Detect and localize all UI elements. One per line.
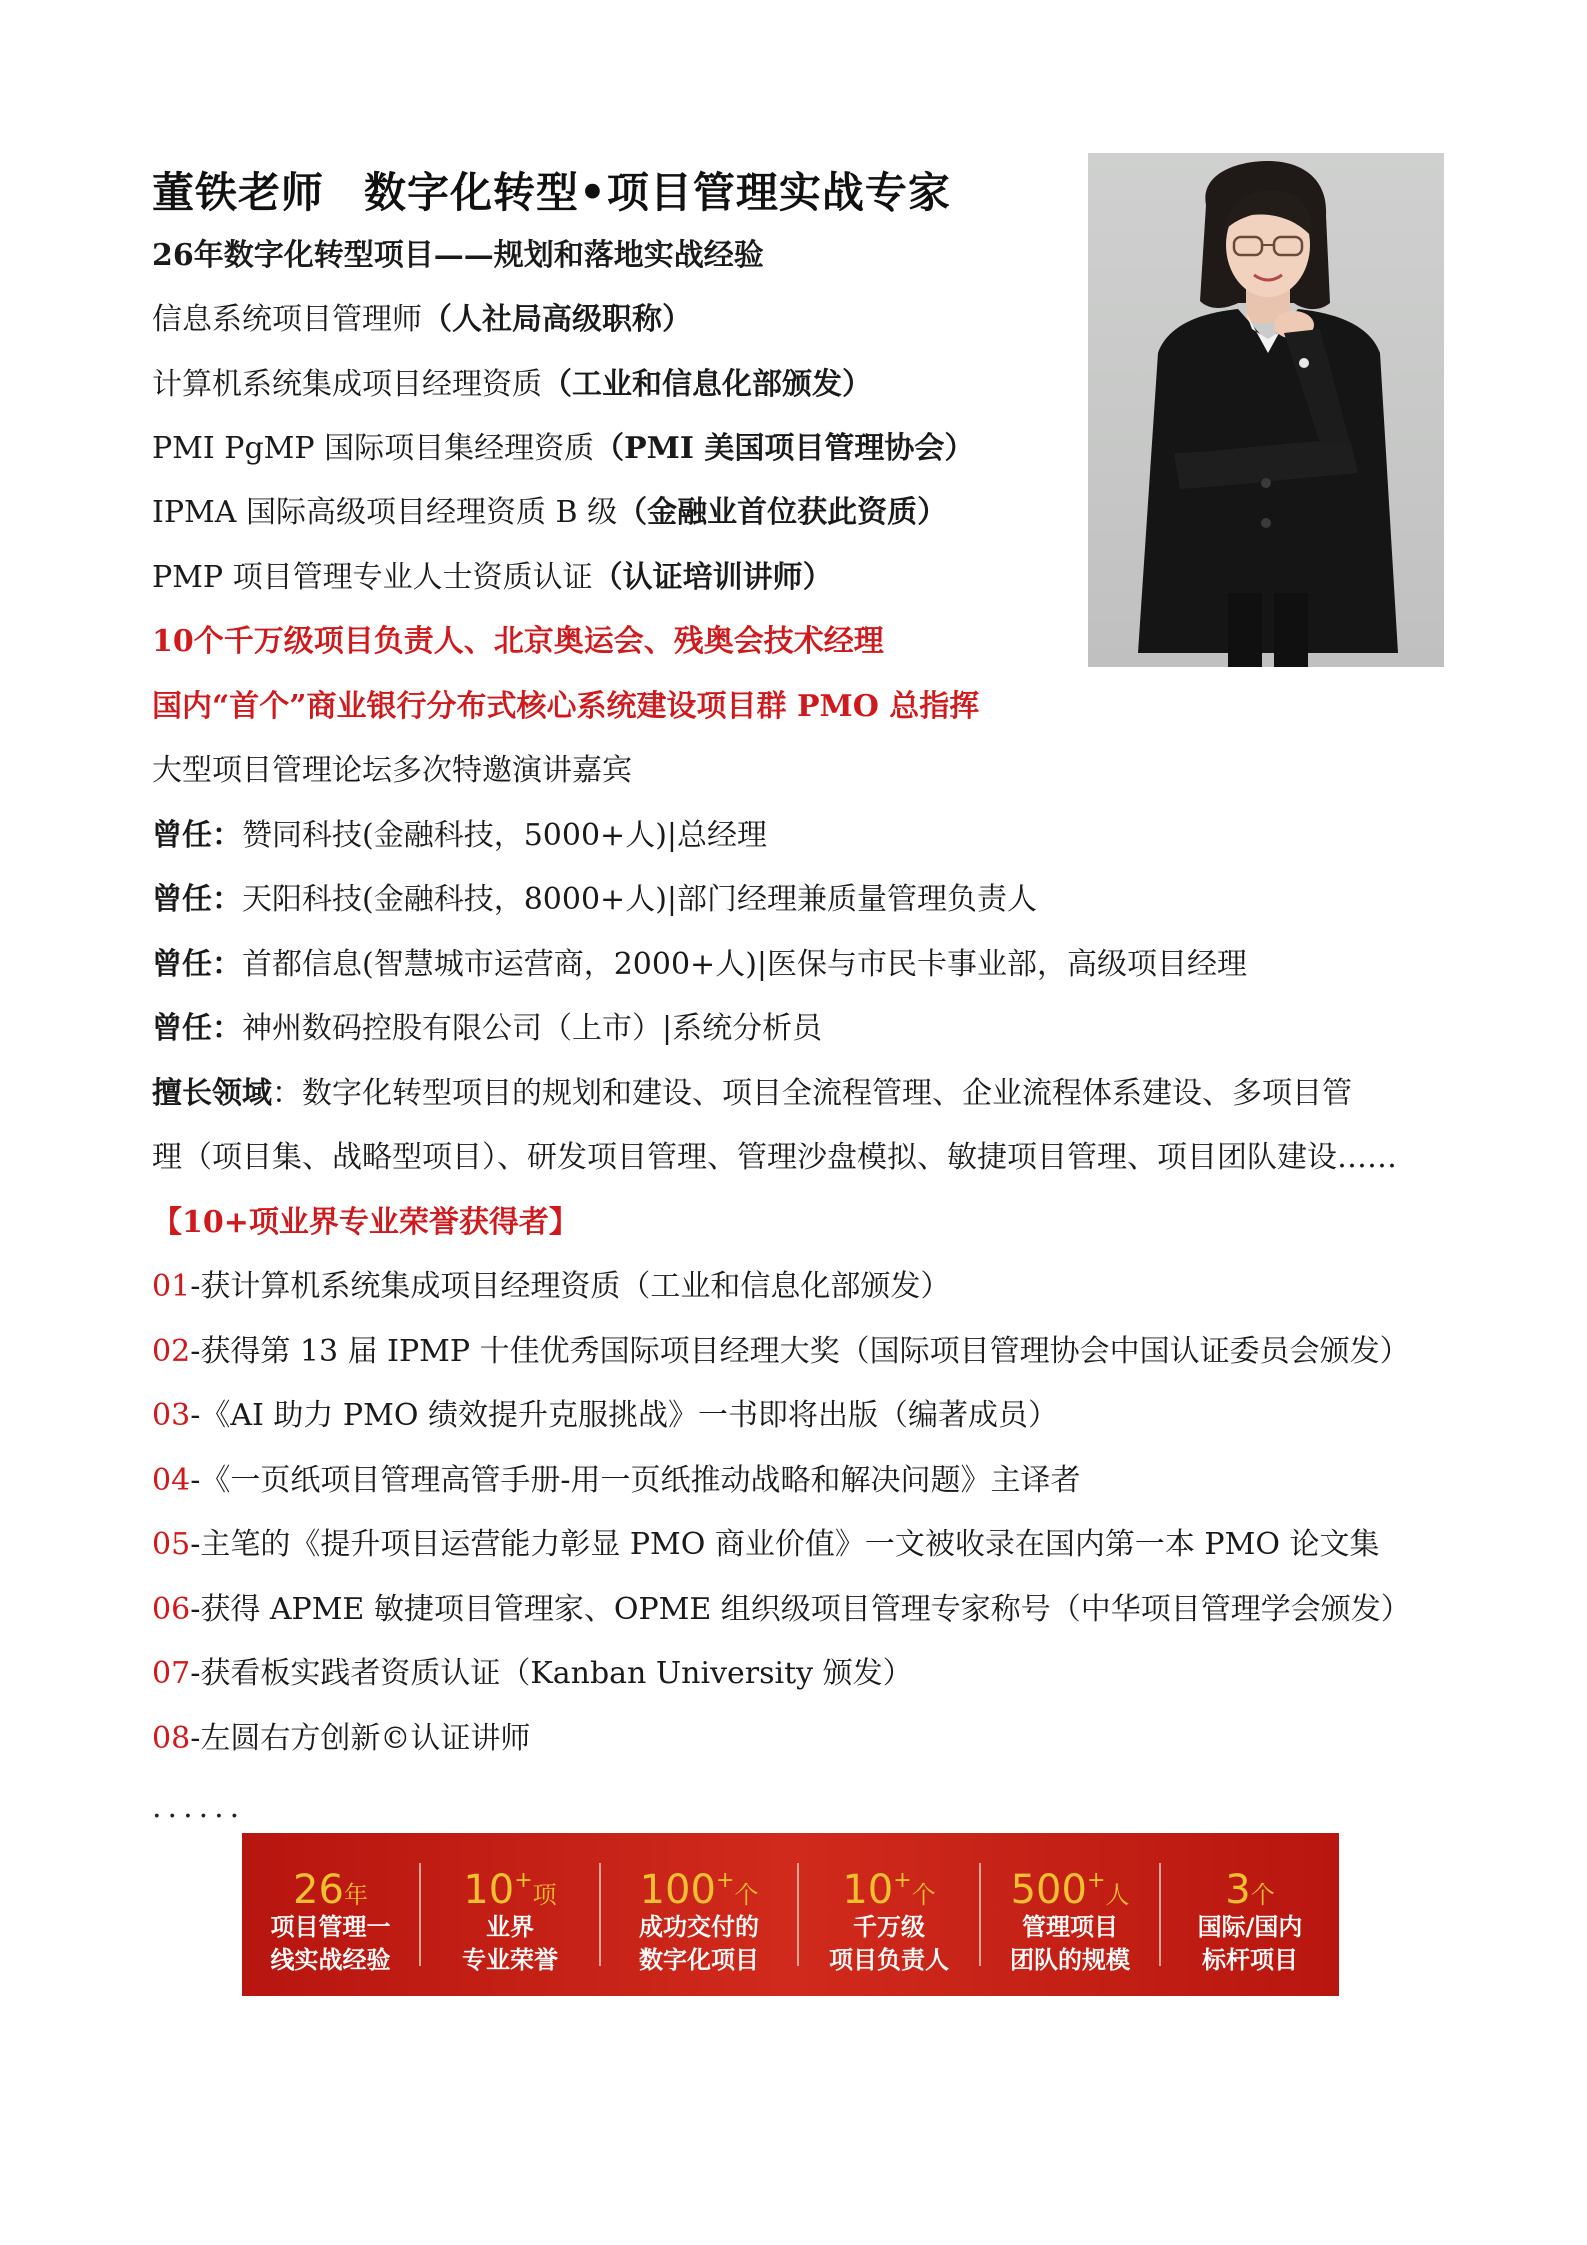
profile-line-cert-1 (152, 300, 692, 340)
stat-item (242, 1833, 419, 1996)
honor-number: 08 (152, 1721, 191, 1756)
stat-label (981, 1911, 1159, 1977)
stat-value-line (242, 1859, 419, 1917)
expertise-line-2: 理（项目集、战略型项目）、研发项目管理、管理沙盘模拟、敏捷项目管理、项目团队建设…… (152, 1140, 1397, 1175)
stat-value: 3 (1225, 1867, 1251, 1913)
honor-item (152, 1525, 1379, 1565)
career-text: 首都信息(智慧城市运营商，2000+人)|医保与市民卡事业部，高级项目经理 (242, 947, 1247, 982)
honor-item (152, 1719, 530, 1759)
stat-value: 100 (639, 1867, 716, 1913)
honor-text: -《AI 助力 PMO 绩效提升克服挑战》一书即将出版（编著成员） (190, 1398, 1058, 1433)
honor-text: -获得 APME 敏捷项目管理家、OPME 组织级项目管理专家称号（中华项目管理学会颁发） (190, 1592, 1411, 1627)
career-item (152, 880, 1037, 920)
honor-text: -获得第 13 届 IPMP 十佳优秀国际项目经理大奖（国际项目管理协会中国认证委员会颁发） (190, 1334, 1410, 1369)
stat-unit: 个 (911, 1881, 936, 1909)
expertise-line-1 (152, 1074, 1352, 1114)
stat-label-line: 数字化项目 (639, 1946, 759, 1974)
profile-line-experience: 26年数字化转型项目——规划和落地实战经验 (152, 238, 764, 273)
stat-label-line: 管理项目 (1022, 1913, 1118, 1941)
stat-label (601, 1911, 797, 1977)
honor-number: 01 (152, 1269, 191, 1304)
stat-unit: 个 (734, 1881, 759, 1909)
stat-value-line (799, 1859, 979, 1917)
honor-item (152, 1590, 1411, 1630)
career-label: 曾任： (152, 818, 242, 853)
cert-name: 信息系统项目管理师 (152, 302, 422, 337)
teacher-role: 数字化转型•项目管理实战专家 (364, 168, 951, 217)
page-title (152, 160, 951, 220)
stat-label-line: 专业荣誉 (462, 1946, 558, 1974)
more-ellipsis: ...... (152, 1790, 246, 1825)
stat-value-line (421, 1859, 599, 1917)
profile-line-highlight-2: 国内“首个”商业银行分布式核心系统建设项目群 PMO 总指挥 (152, 689, 980, 724)
stat-item (981, 1833, 1159, 1996)
teacher-name: 董铁老师 (152, 168, 325, 217)
honor-text: -左圆右方创新©认证讲师 (190, 1721, 531, 1756)
portrait-illustration (1088, 153, 1444, 667)
expertise-text: 数字化转型项目的规划和建设、项目全流程管理、企业流程体系建设、多项目管 (302, 1076, 1352, 1111)
stat-item (421, 1833, 599, 1996)
career-text: 赞同科技(金融科技，5000+人)|总经理 (242, 818, 767, 853)
cert-name: IPMA 国际高级项目经理资质 B 级 (152, 495, 618, 530)
expertise-colon: ： (272, 1076, 302, 1111)
stat-label (242, 1911, 419, 1977)
stat-label-line: 线实战经验 (270, 1946, 391, 1974)
stats-banner (242, 1833, 1339, 1996)
stat-value: 10 (842, 1867, 894, 1913)
stat-label-line: 国际/国内 (1197, 1913, 1303, 1941)
honor-text: -获计算机系统集成项目经理资质（工业和信息化部颁发） (190, 1269, 951, 1304)
profile-line-highlight-1: 10个千万级项目负责人、北京奥运会、残奥会技术经理 (152, 624, 884, 659)
stat-unit: 个 (1250, 1881, 1275, 1909)
stat-value-line (601, 1859, 797, 1917)
portrait-photo (1088, 153, 1444, 667)
stat-plus: + (893, 1868, 912, 1893)
stat-plus: + (715, 1868, 735, 1893)
stat-value: 26 (293, 1867, 344, 1913)
stat-item (1161, 1833, 1339, 1996)
stat-label-line: 项目负责人 (829, 1946, 949, 1974)
stat-unit: 人 (1105, 1881, 1130, 1909)
honor-number: 03 (152, 1398, 191, 1433)
cert-issuer: （金融业首位获此资质） (617, 495, 948, 530)
career-item (152, 816, 767, 856)
honor-item (152, 1332, 1410, 1372)
stat-label (421, 1911, 599, 1977)
career-item (152, 1009, 822, 1049)
profile-line-cert-5 (152, 558, 833, 598)
honor-text: -主笔的《提升项目运营能力彰显 PMO 商业价值》一文被收录在国内第一本 PMO 论文集 (190, 1527, 1380, 1562)
honor-text: -获看板实践者资质认证（Kanban University 颁发） (190, 1656, 913, 1691)
stat-label-line: 成功交付的 (639, 1913, 759, 1941)
expertise-label: 擅长领域 (152, 1076, 272, 1111)
honor-item (152, 1267, 950, 1307)
profile-line-cert-4 (152, 493, 947, 533)
stat-plus: + (1086, 1868, 1106, 1893)
honor-item (152, 1654, 913, 1694)
cert-issuer: （认证培训讲师） (592, 560, 833, 595)
honor-number: 04 (152, 1463, 191, 1498)
stat-unit: 年 (343, 1881, 368, 1909)
stat-label-line: 项目管理一 (270, 1913, 391, 1941)
stat-value-line (1161, 1859, 1339, 1917)
stat-item (601, 1833, 797, 1996)
honor-item (152, 1396, 1058, 1436)
career-text: 神州数码控股有限公司（上市）|系统分析员 (242, 1011, 823, 1046)
stat-label (799, 1911, 979, 1977)
career-label: 曾任： (152, 1011, 242, 1046)
cert-name: PMP 项目管理专业人士资质认证 (152, 560, 593, 595)
cert-name: 计算机系统集成项目经理资质 (152, 367, 542, 402)
stat-value: 10 (463, 1867, 515, 1913)
honor-number: 05 (152, 1527, 191, 1562)
cert-issuer: （人社局高级职称） (422, 302, 692, 337)
stat-label-line: 团队的规模 (1010, 1946, 1130, 1974)
cert-issuer: （PMI 美国项目管理协会） (594, 431, 975, 466)
honor-text: -《一页纸项目管理高管手册-用一页纸推动战略和解决问题》主译者 (190, 1463, 1081, 1498)
career-label: 曾任： (152, 882, 242, 917)
stat-plus: + (514, 1868, 533, 1893)
honor-number: 02 (152, 1334, 191, 1369)
stat-label-line: 标杆项目 (1202, 1946, 1298, 1974)
stat-item (799, 1833, 979, 1996)
stat-value: 500 (1010, 1867, 1087, 1913)
stat-unit: 项 (532, 1881, 557, 1909)
career-item (152, 945, 1247, 985)
honor-number: 07 (152, 1656, 191, 1691)
honor-item (152, 1461, 1080, 1501)
stat-label-line: 业界 (486, 1913, 534, 1941)
stat-label (1161, 1911, 1339, 1977)
cert-name: PMI PgMP 国际项目集经理资质 (152, 431, 595, 466)
career-label: 曾任： (152, 947, 242, 982)
career-text: 天阳科技(金融科技，8000+人)|部门经理兼质量管理负责人 (242, 882, 1037, 917)
profile-line-speaker: 大型项目管理论坛多次特邀演讲嘉宾 (152, 753, 632, 788)
profile-line-cert-2 (152, 365, 872, 405)
stat-value-line (981, 1859, 1159, 1917)
cert-issuer: （工业和信息化部颁发） (542, 367, 872, 402)
honor-number: 06 (152, 1592, 191, 1627)
stat-label-line: 千万级 (853, 1913, 925, 1941)
honors-heading: 【10+项业界专业荣誉获得者】 (152, 1205, 579, 1240)
profile-line-cert-3 (152, 429, 974, 469)
